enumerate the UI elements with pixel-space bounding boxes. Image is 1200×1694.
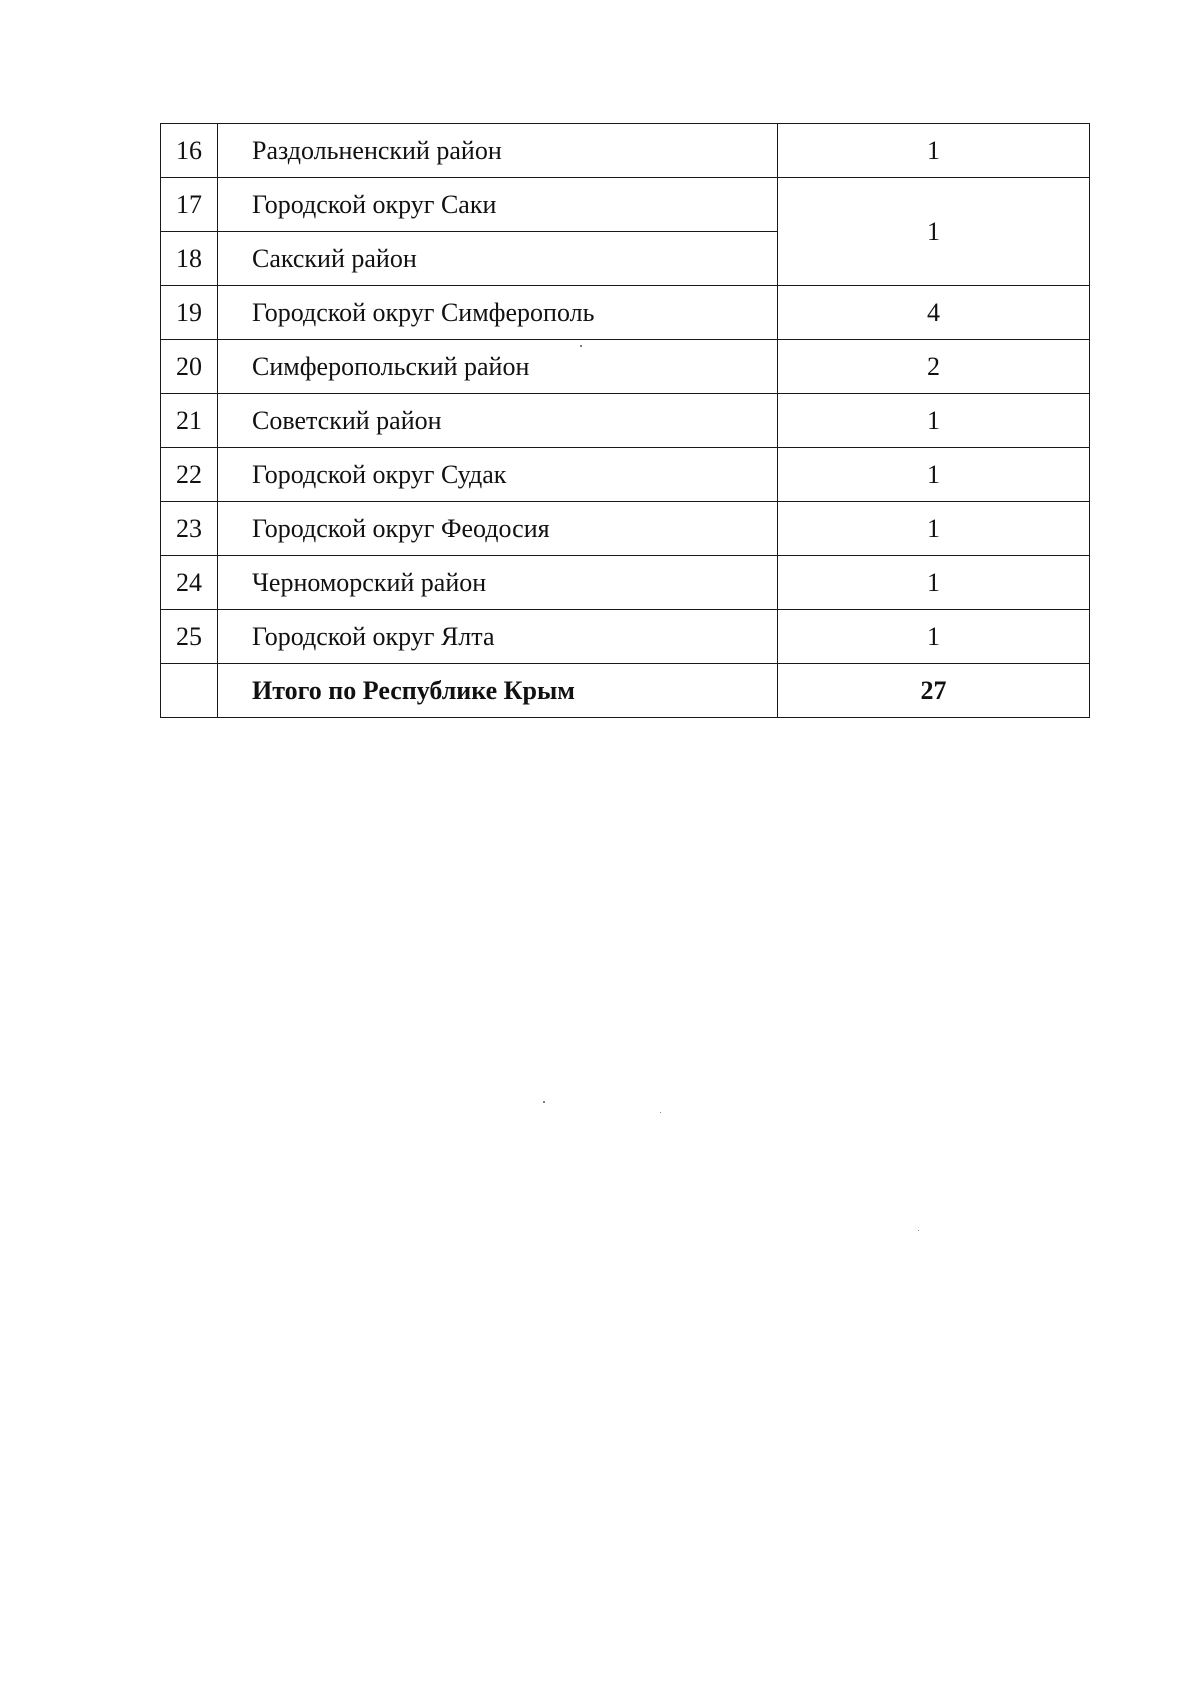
table-row (161, 340, 1090, 394)
row-number: 18 (161, 232, 218, 286)
table-row (161, 286, 1090, 340)
district-name: Городской округ Судак (218, 448, 778, 502)
district-name: Советский район (218, 394, 778, 448)
total-number-cell (161, 664, 218, 718)
row-number: 20 (161, 340, 218, 394)
row-number: 25 (161, 610, 218, 664)
table-row (161, 502, 1090, 556)
row-number: 21 (161, 394, 218, 448)
district-name: Симферопольский район (218, 340, 778, 394)
total-row (161, 664, 1090, 718)
row-number: 19 (161, 286, 218, 340)
scan-speck (543, 1101, 545, 1103)
district-name: Городской округ Симферополь (218, 286, 778, 340)
district-count: 1 (778, 394, 1090, 448)
district-count: 1 (778, 178, 1090, 286)
scan-speck (580, 345, 582, 347)
table-row (161, 394, 1090, 448)
table-row (161, 178, 1090, 232)
districts-table (160, 123, 1090, 718)
row-number: 16 (161, 124, 218, 178)
table-row (161, 556, 1090, 610)
district-count: 2 (778, 340, 1090, 394)
district-count: 4 (778, 286, 1090, 340)
row-number: 22 (161, 448, 218, 502)
district-count: 1 (778, 610, 1090, 664)
row-number: 23 (161, 502, 218, 556)
total-label: Итого по Республике Крым (218, 664, 778, 718)
district-name: Черноморский район (218, 556, 778, 610)
table-row (161, 124, 1090, 178)
table-row (161, 448, 1090, 502)
table-row (161, 610, 1090, 664)
district-name: Раздольненский район (218, 124, 778, 178)
row-number: 24 (161, 556, 218, 610)
total-count: 27 (778, 664, 1090, 718)
district-name: Городской округ Саки (218, 178, 778, 232)
district-count: 1 (778, 124, 1090, 178)
district-name: Сакский район (218, 232, 778, 286)
district-name: Городской округ Феодосия (218, 502, 778, 556)
district-count: 1 (778, 448, 1090, 502)
district-name: Городской округ Ялта (218, 610, 778, 664)
district-count: 1 (778, 556, 1090, 610)
scan-speck (918, 1230, 919, 1231)
row-number: 17 (161, 178, 218, 232)
scan-speck (660, 1112, 661, 1113)
district-count: 1 (778, 502, 1090, 556)
